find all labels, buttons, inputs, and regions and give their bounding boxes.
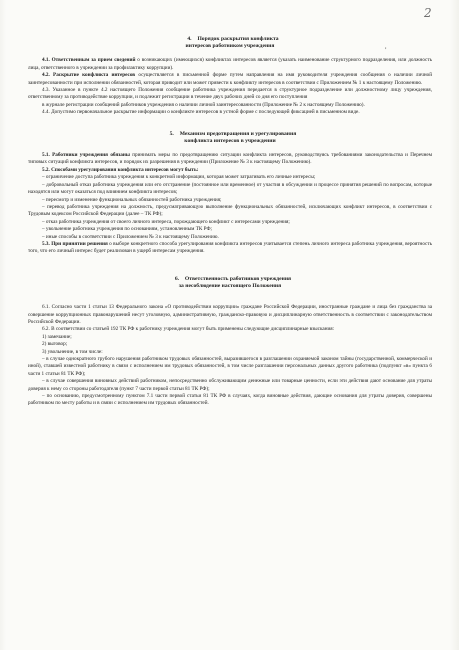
ink-mark: , [385,44,387,50]
paragraph-6-2: 6.2. В соответствии со статьей 192 ТК РФ к работнику учреждения могут быть применены следующие дисциплинарные взыскания: [42,326,335,333]
sanction-item: 3) увольнение, в том числе: [42,348,103,355]
dismissal-item: – в случае совершения виновных действий работником, непосредственно обслуживающим денежные или товарные ценности, если эти действия дают основание для утраты доверия к нему со стороны работодателя (пункт 7 части первой статьи 81 ТК РФ); [28,378,432,392]
paragraph-4-1-lead: 4.1. Ответственным за прием сведений [42,57,136,64]
section-6-number: 6. [174,275,180,282]
section-6-title-line1: Ответственность работников учреждения [184,275,292,282]
sanction-item: 1) замечание; [42,333,72,340]
paragraph-4-1-text: о возникающих (имеющихся) конфликтах интересов является (указать наименование структурного подразделения, или должность лица, ответственного в учреждении за профилактику коррупции). [28,57,432,71]
list-item: – иные способы в соответствии с Приложением № 3 к настоящему Положению. [42,233,219,240]
paragraph-5-1-lead: 5.1. Работники учреждения обязаны [42,152,130,159]
list-item: – пересмотр и изменение функциональных обязанностей работника учреждения; [42,196,222,203]
paragraph-5-3-text: о выборе конкретного способа урегулирования конфликта интересов учитывается степень личного интереса работника учреждения, вероятность того, что его личный интерес будет реализован в ущерб интересам учреждения. [28,240,432,255]
dismissal-item: – по основанию, предусмотренному пунктом 7.1 части первой статьи 81 ТК РФ в случаях, когда виновные действия, дающие основания для утраты доверия, совершены работником по месту работы и в связи с исполнением им трудовых обязанностей. [28,393,432,407]
paragraph-4-3: 4.3. Указанное в пункте 4.2 настоящего Положения сообщение работника учреждения передается в структурное подразделение или должностному лицу учреждения, ответственному за противодействие коррупции, и подлежит регистрации в течение двух рабочих дней со дня его поступления [28,87,432,101]
section-4-number: 4. [187,36,192,42]
paragraph-5-3-lead: 5.3. При принятии решения [42,240,108,247]
paragraph-5-2-lead: 5.2. Способами урегулирования конфликта интересов могут быть: [42,166,199,173]
paragraph-4-2-lead: 4.2. Раскрытие конфликта интересов [42,72,136,79]
sanction-item: 2) выговор; [42,341,68,348]
section-4-heading [28,36,432,50]
section-5-heading [28,131,432,145]
paragraph-6-1: 6.1. Согласно части 1 статьи 13 Федерального закона «О противодействии коррупции» граждане Российской Федерации, иностранные граждане и лица без гражданства за совершение коррупционных правонарушений несут уголовную, административную, гражданско-правовую и дисциплинарную ответственность в соответствии с законодательством Российской Федерации. [28,304,432,325]
list-item: – добровольный отказ работника учреждения или его отстранение (постоянное или временное) от участия в обсуждении и процессе принятия решений по вопросам, которые находятся или могут оказаться под влиянием конфликта интересов; [28,181,432,196]
paragraph-5-1 [28,152,432,167]
section-5-title-line2: конфликта интересов в учреждении [184,137,276,144]
paragraph-4-2 [28,72,432,87]
paragraph-4-1 [28,57,432,72]
section-5-title-line1: Механизм предотвращения и урегулирования [179,130,297,137]
paragraph-5-3 [28,241,432,256]
paragraph-4-2-text: осуществляется в письменной форме путем направления на имя руководителя учреждения сообщения о наличии личной заинтересованности при исполнении обязанностей, которая приводит или может привести к конфликту интересов в соответствии с Приложением № 1 к настоящему Положению. [28,72,432,86]
paragraph-4-4: 4.4. Допустимо первоначальное раскрытие информации о конфликте интересов в устной форме с последующей фиксацией в письменном виде. [42,109,360,116]
dismissal-item: – в случае однократного грубого нарушения работником трудовых обязанностей, выразившегося в разглашении охраняемой законом тайны (государственной, коммерческой и иной), ставшей известной работнику в связи с исполнением им трудовых обязанностей, в том числе разглашении персональных данных другого работника (подпункт «в» пункта 6 части 1 статьи 81 ТК РФ); [28,356,432,377]
document-body [28,36,432,408]
list-item: – перевод работника учреждения на должность, предусматривающую выполнение функциональных обязанностей, исключающих конфликт интересов, в соответствии с Трудовым кодексом Российской Федерации (далее – ТК РФ); [28,203,432,218]
list-item: – ограничение доступа работника учреждения к конкретной информации, которая может затрагивать его личные интересы; [42,174,316,181]
section-4-title-line1: Порядок раскрытия конфликта [197,36,279,42]
section-6-heading [28,276,432,290]
list-item: – увольнение работника учреждения по основаниям, установленным ТК РФ; [42,226,212,233]
section-6-title-line2: за несоблюдение настоящего Положения [178,282,282,289]
paragraph-4-3-continued: в журнале регистрации сообщений работников учреждения о наличии личной заинтересованности (Приложение № 2 к настоящему Положению). [42,101,365,108]
section-4-title-line2: интересов работником учреждения [185,43,275,50]
handwritten-page-number: 2 [424,6,432,20]
list-item: – отказ работника учреждения от своего личного интереса, порождающего конфликт с интересами учреждения; [42,218,290,225]
section-5-number: 5. [169,130,174,137]
paragraph-5-1-text: принимать меры по предотвращению ситуации конфликта интересов, руководствуясь требованиями законодательства и Перечнем типовых ситуаций конфликта интересов, и порядок их разрешения в учреждении (Приложение № 3 к настоящему Положению). [28,152,433,166]
